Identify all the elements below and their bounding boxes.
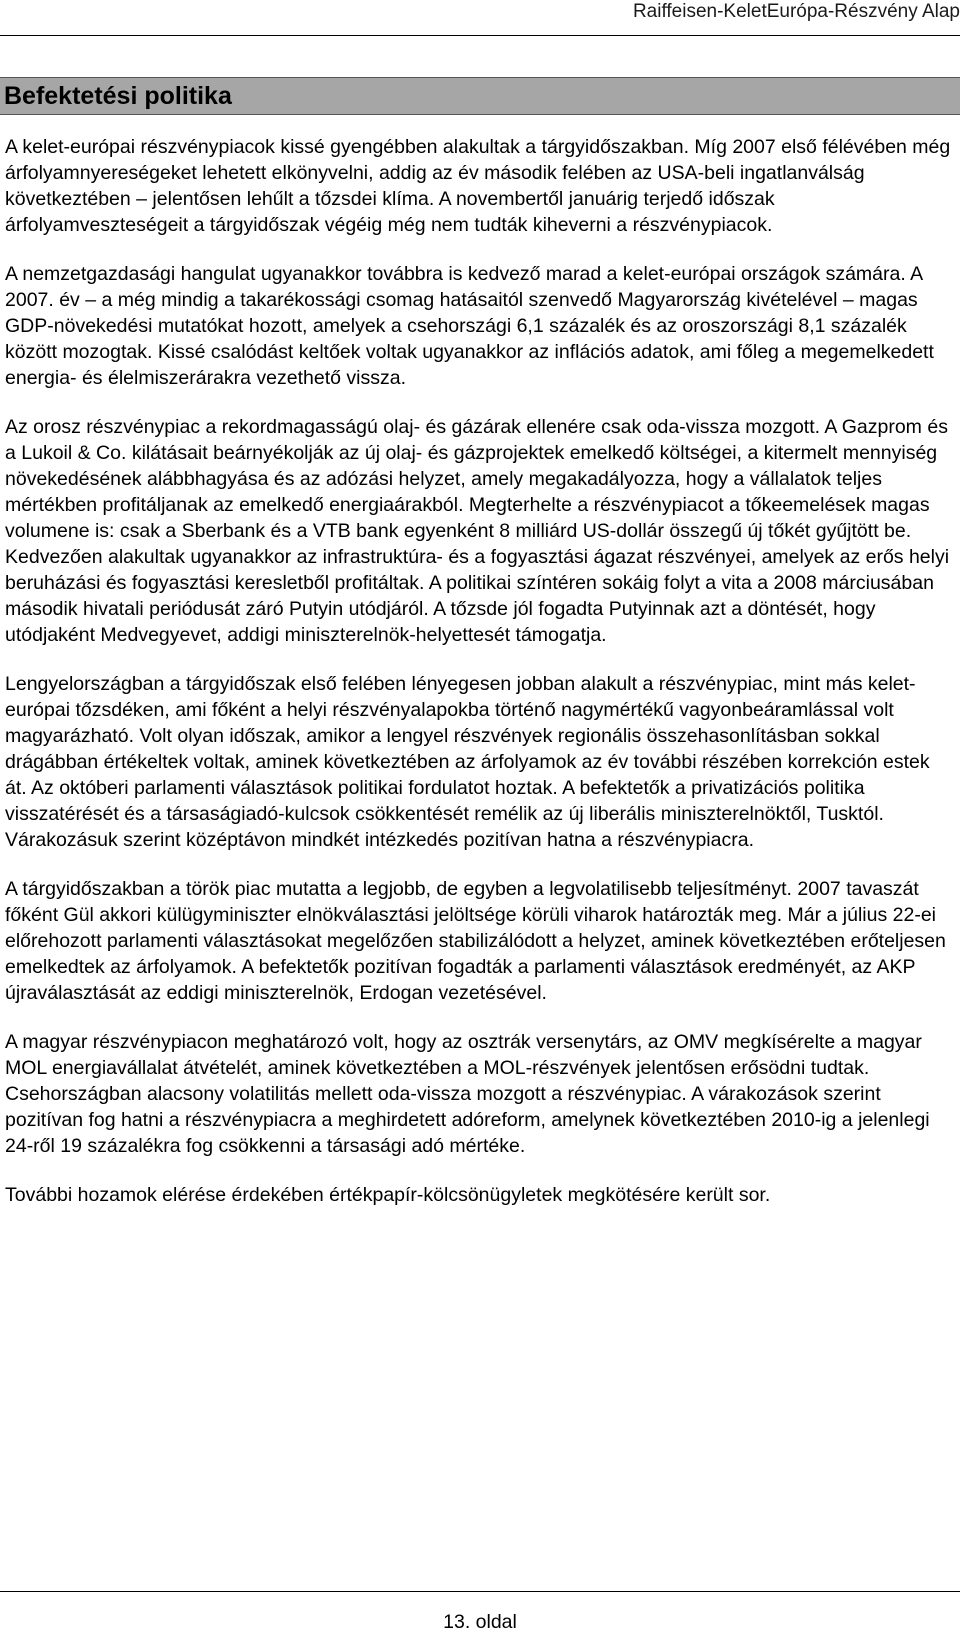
section-title: Befektetési politika: [4, 82, 232, 110]
paragraph-2: A nemzetgazdasági hangulat ugyanakkor továbbra is kedvező marad a kelet-európai országok számára. A 2007. év – a még mindig a takarékossági csomag hatásaitól szenvedő Magyarország kivételével – magas GDP-növekedési mutatókat hozott, amelyek a csehországi 6,1 százalék és az oroszországi 8,1 százalék között mozogtak. Kissé csalódást keltőek voltak ugyanakkor az inflációs adatok, ami főleg a megemelkedett energia- és élelmiszerárakra vezethető vissza.: [5, 263, 934, 389]
body-text: [5, 134, 955, 1231]
section-title-bar: [0, 77, 960, 115]
paragraph-5: A tárgyidőszakban a török piac mutatta a legjobb, de egyben a legvolatilisebb teljesítményt. 2007 tavaszát főként Gül akkori külügyminiszter elnökválasztási jelöltsége körüli viharok határozták meg. Már a július 22-ei előrehozott parlamenti választásokat megelőzően stabilizálódott a helyzet, aminek következtében erőteljesen emelkedtek az árfolyamok. A befektetők pozitívan fogadták a parlamenti választások eredményét, az AKP újraválasztását az eddigi miniszterelnök, Erdogan vezetésével.: [5, 878, 946, 1004]
paragraph-4: Lengyelországban a tárgyidőszak első felében lényegesen jobban alakult a részvénypiac, mint más kelet-európai tőzsdéken, ami főként a helyi részvényalapokba történő nagymértékű vagyonbeáramlással volt magyarázható. Volt olyan időszak, amikor a lengyel részvények regionális összehasonlításban sokkal drágábban értékeltek voltak, aminek következtében az árfolyamok az év további részében korrekción estek át. Az októberi parlamenti választások politikai fordulatot hoztak. A befektetők a privatizációs politika visszatérését és a társaságiadó-kulcsok csökkentését remélik az új liberális miniszterelnöktől, Tusktól. Várakozásuk szerint középtávon mindkét intézkedés pozitívan hatna a részvénypiacra.: [5, 673, 930, 851]
paragraph-3: Az orosz részvénypiac a rekordmagasságú olaj- és gázárak ellenére csak oda-vissza mozgott. A Gazprom és a Lukoil & Co. kilátásait beárnyékolják az új olaj- és gázprojektek emelkedő költségei, a kitermelt mennyiség növekedésének alábbhagyása és az adózási helyzet, amely megakadályozza, hogy a vállalatok teljes mértékben profitáljanak az emelkedő energiaárakból. Megterhelte a részvénypiacot a tőkeemelések magas volumene is: csak a Sberbank és a VTB bank egyenként 8 milliárd US-dollár összegű új tőkét gyűjtött be. Kedvezően alakultak ugyanakkor az infrastruktúra- és a fogyasztási ágazat részvényei, amelyek az erős helyi beruházási és fogyasztási keresletből profitáltak. A politikai színtéren sokáig folyt a vita a 2008 márciusában második hivatali periódusát záró Putyin utódjáról. A tőzsde jól fogadta Putyinnak azt a döntését, hogy utódjaként Medvegyevet, addigi miniszterelnök-helyettesét támogatja.: [5, 416, 950, 646]
paragraph-7: További hozamok elérése érdekében értékpapír-kölcsönügyletek megkötésére került sor.: [5, 1184, 771, 1206]
page-number: 13. oldal: [443, 1611, 517, 1633]
footer-divider: [0, 1591, 960, 1592]
page-header-fund-name: Raiffeisen-KeletEurópa-Részvény Alap: [632, 1, 960, 22]
header-divider: [0, 35, 960, 36]
paragraph-1: A kelet-európai részvénypiacok kissé gyengébben alakultak a tárgyidőszakban. Míg 2007 első félévében még árfolyamnyereségeket lehetett elkönyvelni, addig az év második felében az USA-beli ingatlanválság következtében – jelentősen lehűlt a tőzsdei klíma. A novembertől januárig terjedő időszak árfolyamveszteségeit a tárgyidőszak végéig még nem tudták kiheverni a részvénypiacok.: [5, 136, 951, 236]
paragraph-6: A magyar részvénypiacon meghatározó volt, hogy az osztrák versenytárs, az OMV megkísérelte a magyar MOL energiavállalat átvételét, aminek következtében a MOL-részvények jelentősen erősödni tudtak. Csehországban alacsony volatilitás mellett oda-vissza mozgott a részvénypiac. A várakozások szerint pozitívan fog hatni a részvénypiacra a meghirdetett adóreform, amelynek következtében 2010-ig a jelenlegi 24-ről 19 százalékra fog csökkenni a társasági adó mértéke.: [5, 1031, 930, 1157]
